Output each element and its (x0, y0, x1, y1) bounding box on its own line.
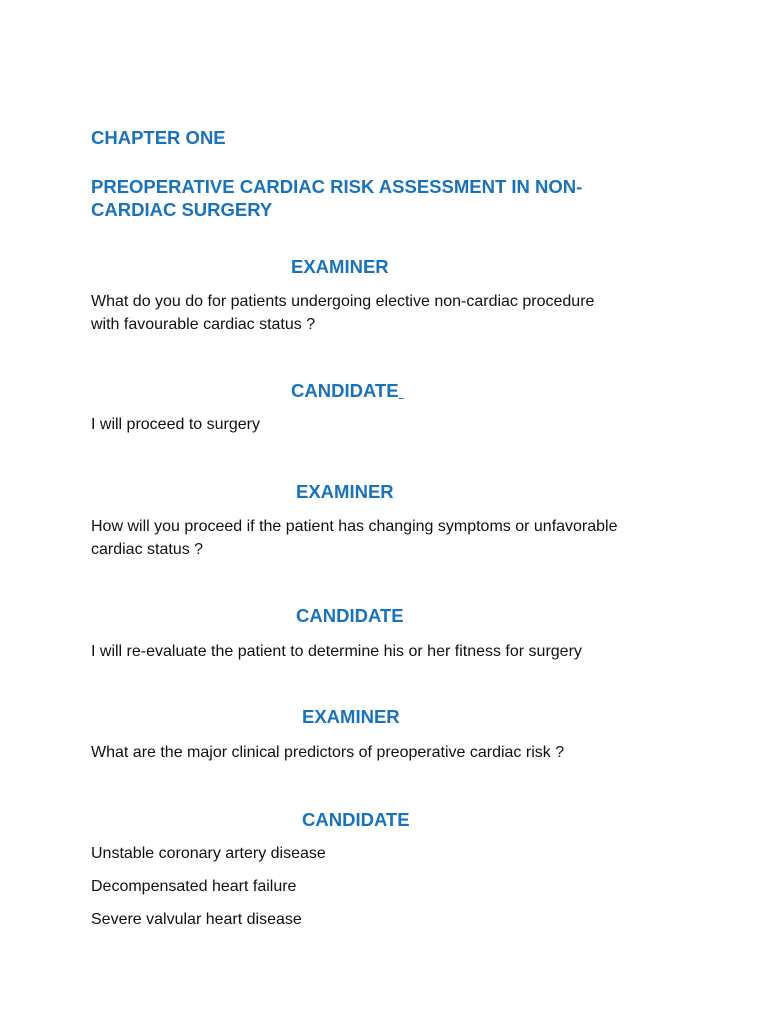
underline-mark (399, 380, 404, 401)
question-line: How will you proceed if the patient has changing symptoms or unfavorable (91, 518, 618, 535)
answer-line: I will re-evaluate the patient to determine his or her fitness for surgery (91, 643, 582, 660)
question-line: with favourable cardiac status ? (91, 316, 316, 333)
speaker-label-text: CANDIDATE (291, 380, 399, 401)
answer-line: I will proceed to surgery (91, 416, 260, 433)
question-line: What do you do for patients undergoing elective non-cardiac procedure (91, 293, 595, 310)
answer-line: Severe valvular heart disease (91, 911, 302, 928)
speaker-label-candidate: CANDIDATE (296, 605, 404, 626)
chapter-title-line-2: CARDIAC SURGERY (91, 199, 273, 220)
speaker-label-examiner: EXAMINER (291, 256, 389, 277)
speaker-label-examiner: EXAMINER (302, 706, 400, 727)
answer-line: Decompensated heart failure (91, 878, 297, 895)
speaker-label-candidate: CANDIDATE (302, 809, 410, 830)
speaker-label-examiner: EXAMINER (296, 481, 394, 502)
speaker-label-candidate (291, 380, 404, 402)
answer-line: Unstable coronary artery disease (91, 845, 326, 862)
question-line: What are the major clinical predictors of preoperative cardiac risk ? (91, 744, 565, 761)
chapter-heading: CHAPTER ONE (91, 127, 226, 148)
chapter-title-line-1: PREOPERATIVE CARDIAC RISK ASSESSMENT IN NON- (91, 176, 583, 197)
question-line: cardiac status ? (91, 541, 204, 558)
